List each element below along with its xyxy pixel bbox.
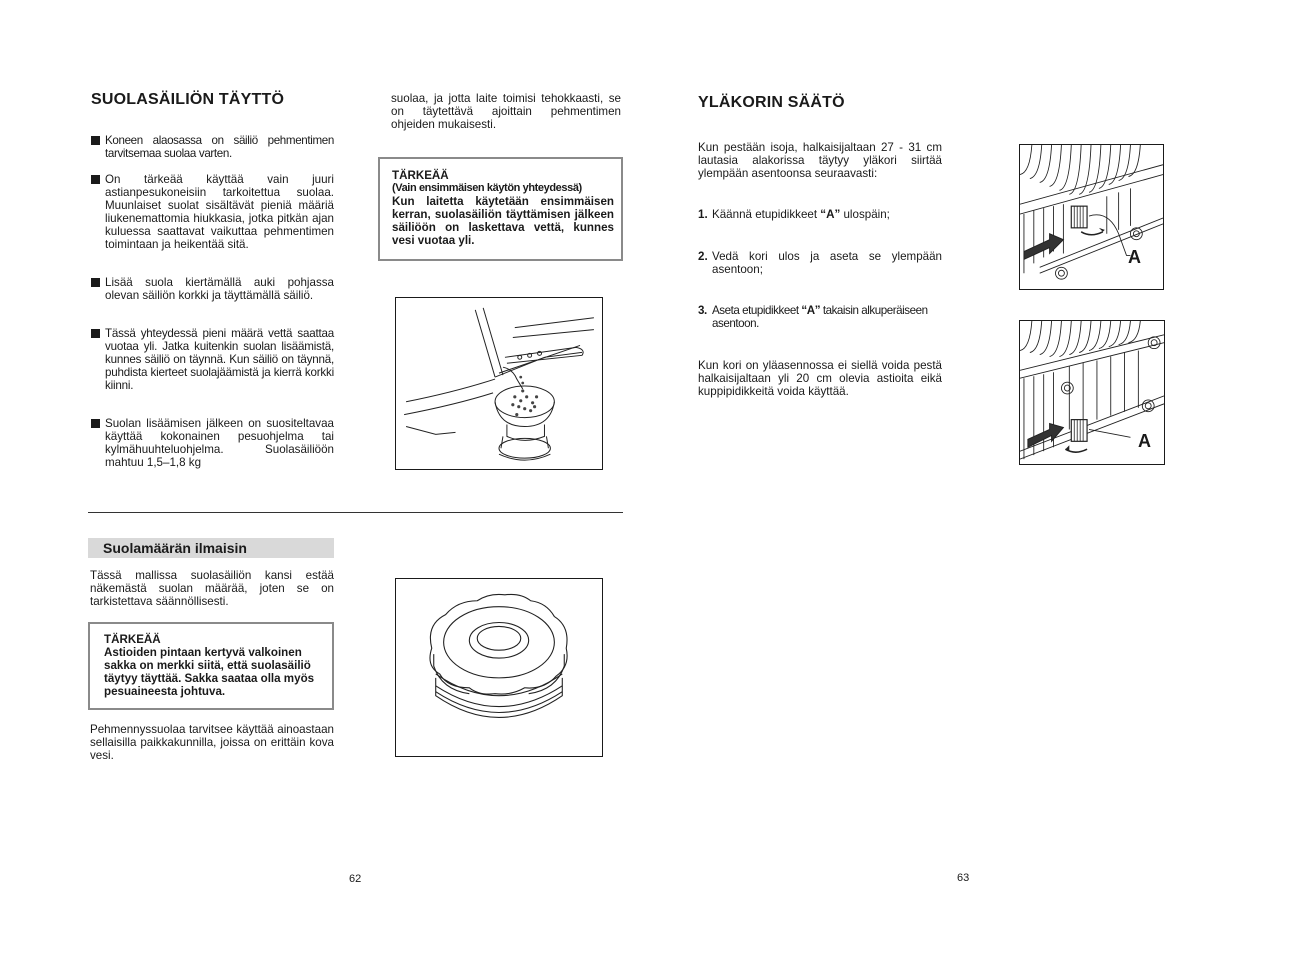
salt-filling-illustration — [395, 297, 603, 470]
step-number: 1. — [698, 208, 708, 221]
basket-drawing-top — [1020, 145, 1163, 289]
step-number: 2. — [698, 250, 708, 263]
indicator-footer-text: Pehmennyssuolaa tarvitsee käyttää ainoastaan sellaisilla paikkakunnilla, joissa on erittäin kova vesi. — [90, 723, 334, 762]
bullet-item — [91, 417, 334, 469]
step-text-end: ulospäin; — [840, 208, 890, 221]
important-heading: TÄRKEÄÄ — [104, 633, 161, 646]
step-highlight: “A” — [820, 208, 841, 221]
important-body: Astioiden pintaan kertyvä valkoinen sakka on merkki siitä, että suolasäiliö täytyy täyttää. Sakka saataa olla myös pesuaineesta johtuva. — [104, 646, 315, 698]
bullet-text: Tässä yhteydessä pieni määrä vettä saattaa vuotaa yli. Jatka kuitenkin suolan lisäämistä, kunnes säiliö on täynnä. Kun säiliö on täynnä, puhdista kierteet suolajäämistä ja kierrä korkki kiinni. — [105, 327, 334, 392]
figure-label-a-top: A — [1128, 247, 1141, 267]
square-bullet-icon — [91, 329, 100, 338]
step-item — [698, 304, 942, 330]
step-text: Käännä etupidikkeet — [712, 208, 821, 221]
bullet-item — [91, 173, 334, 251]
bullet-text: Suolan lisäämisen jälkeen on suositeltavaa käyttää kokonainen pesuohjelma tai kylmähuuhteluohjelma. Suolasäiliöön mahtuu 1,5–1,8 kg — [105, 417, 334, 469]
bullet-text: On tärkeää käyttää vain juuri astianpesukoneisiin tarkoitettua suolaa. Muunlaiset suolat sisältävät pieniä määriä liukenemattomia hiukkasia, jotka pitkän ajan kuluessa saattavat vaikuttaa pehmentimen toimintaan ja heikentää sitä. — [105, 173, 334, 251]
basket-upper-position-illustration — [1019, 320, 1165, 465]
salt-cap-drawing — [396, 579, 602, 756]
important-subheading: (Vain ensimmäisen käytön yhteydessä) — [392, 182, 582, 194]
bullet-item — [91, 134, 334, 160]
square-bullet-icon — [91, 136, 100, 145]
bullet-text: Koneen alaosassa on säiliö pehmentimen tarvitsemaa suolaa varten. — [105, 134, 334, 160]
section-title-upper-basket: YLÄKORIN SÄÄTÖ — [698, 94, 845, 111]
upper-basket-outro: Kun kori on yläasennossa ei siellä voida pestä halkaisijaltaan yli 20 cm olevia astioita eikä kuppipidikkeitä voida käyttää. — [698, 359, 942, 398]
bullet-text: Lisää suola kiertämällä auki pohjassa olevan säiliön korkki ja täyttämällä säiliö. — [105, 276, 334, 302]
step-text-end: takaisin alkuperäiseen asentoon. — [712, 304, 928, 330]
step-number: 3. — [698, 304, 707, 317]
step-text: Aseta etupidikkeet — [712, 304, 802, 317]
step-item — [698, 208, 942, 221]
section-divider — [88, 512, 623, 513]
section-title-salt-container: SUOLASÄILIÖN TÄYTTÖ — [91, 91, 285, 108]
indicator-text: Tässä mallissa suolasäiliön kansi estää näkemästä suolan määrää, joten se on tarkistettava säännöllisesti. — [90, 569, 334, 608]
continuation-text: suolaa, ja jotta laite toimisi tehokkaasti, se on täytettävä ajoittain pehmentimen ohjeiden mukaisesti. — [391, 92, 621, 131]
basket-lower-position-illustration — [1019, 144, 1164, 290]
important-box-deposit — [88, 622, 334, 710]
important-body: Kun laitetta käytetään ensimmäisen kerran, suolasäiliön täyttämisen jälkeen säiliöön on laskettava vettä, kunnes vesi vuotaa yli. — [392, 195, 614, 247]
step-item — [698, 250, 942, 276]
step-text: Vedä kori ulos ja aseta se ylempään asentoon; — [712, 250, 942, 276]
salt-cap-illustration — [395, 578, 603, 757]
bullet-item — [91, 276, 334, 302]
upper-basket-intro: Kun pestään isoja, halkaisijaltaan 27 - 31 cm lautasia alakorissa täytyy yläkori siirtää ylempään asentoonsa seuraavasti: — [698, 141, 942, 180]
square-bullet-icon — [91, 175, 100, 184]
important-heading: TÄRKEÄÄ — [392, 169, 449, 182]
square-bullet-icon — [91, 278, 100, 287]
square-bullet-icon — [91, 419, 100, 428]
figure-label-a-bottom: A — [1138, 431, 1151, 451]
step-highlight: “A” — [801, 304, 821, 317]
page-number-right: 63 — [957, 872, 970, 884]
important-box-first-use — [378, 157, 623, 261]
indicator-title: Suolamäärän ilmaisin — [103, 540, 247, 556]
indicator-title-bar — [88, 538, 334, 558]
salt-pour-drawing — [396, 298, 602, 469]
bullet-item — [91, 327, 334, 392]
page-number-left: 62 — [349, 873, 362, 885]
